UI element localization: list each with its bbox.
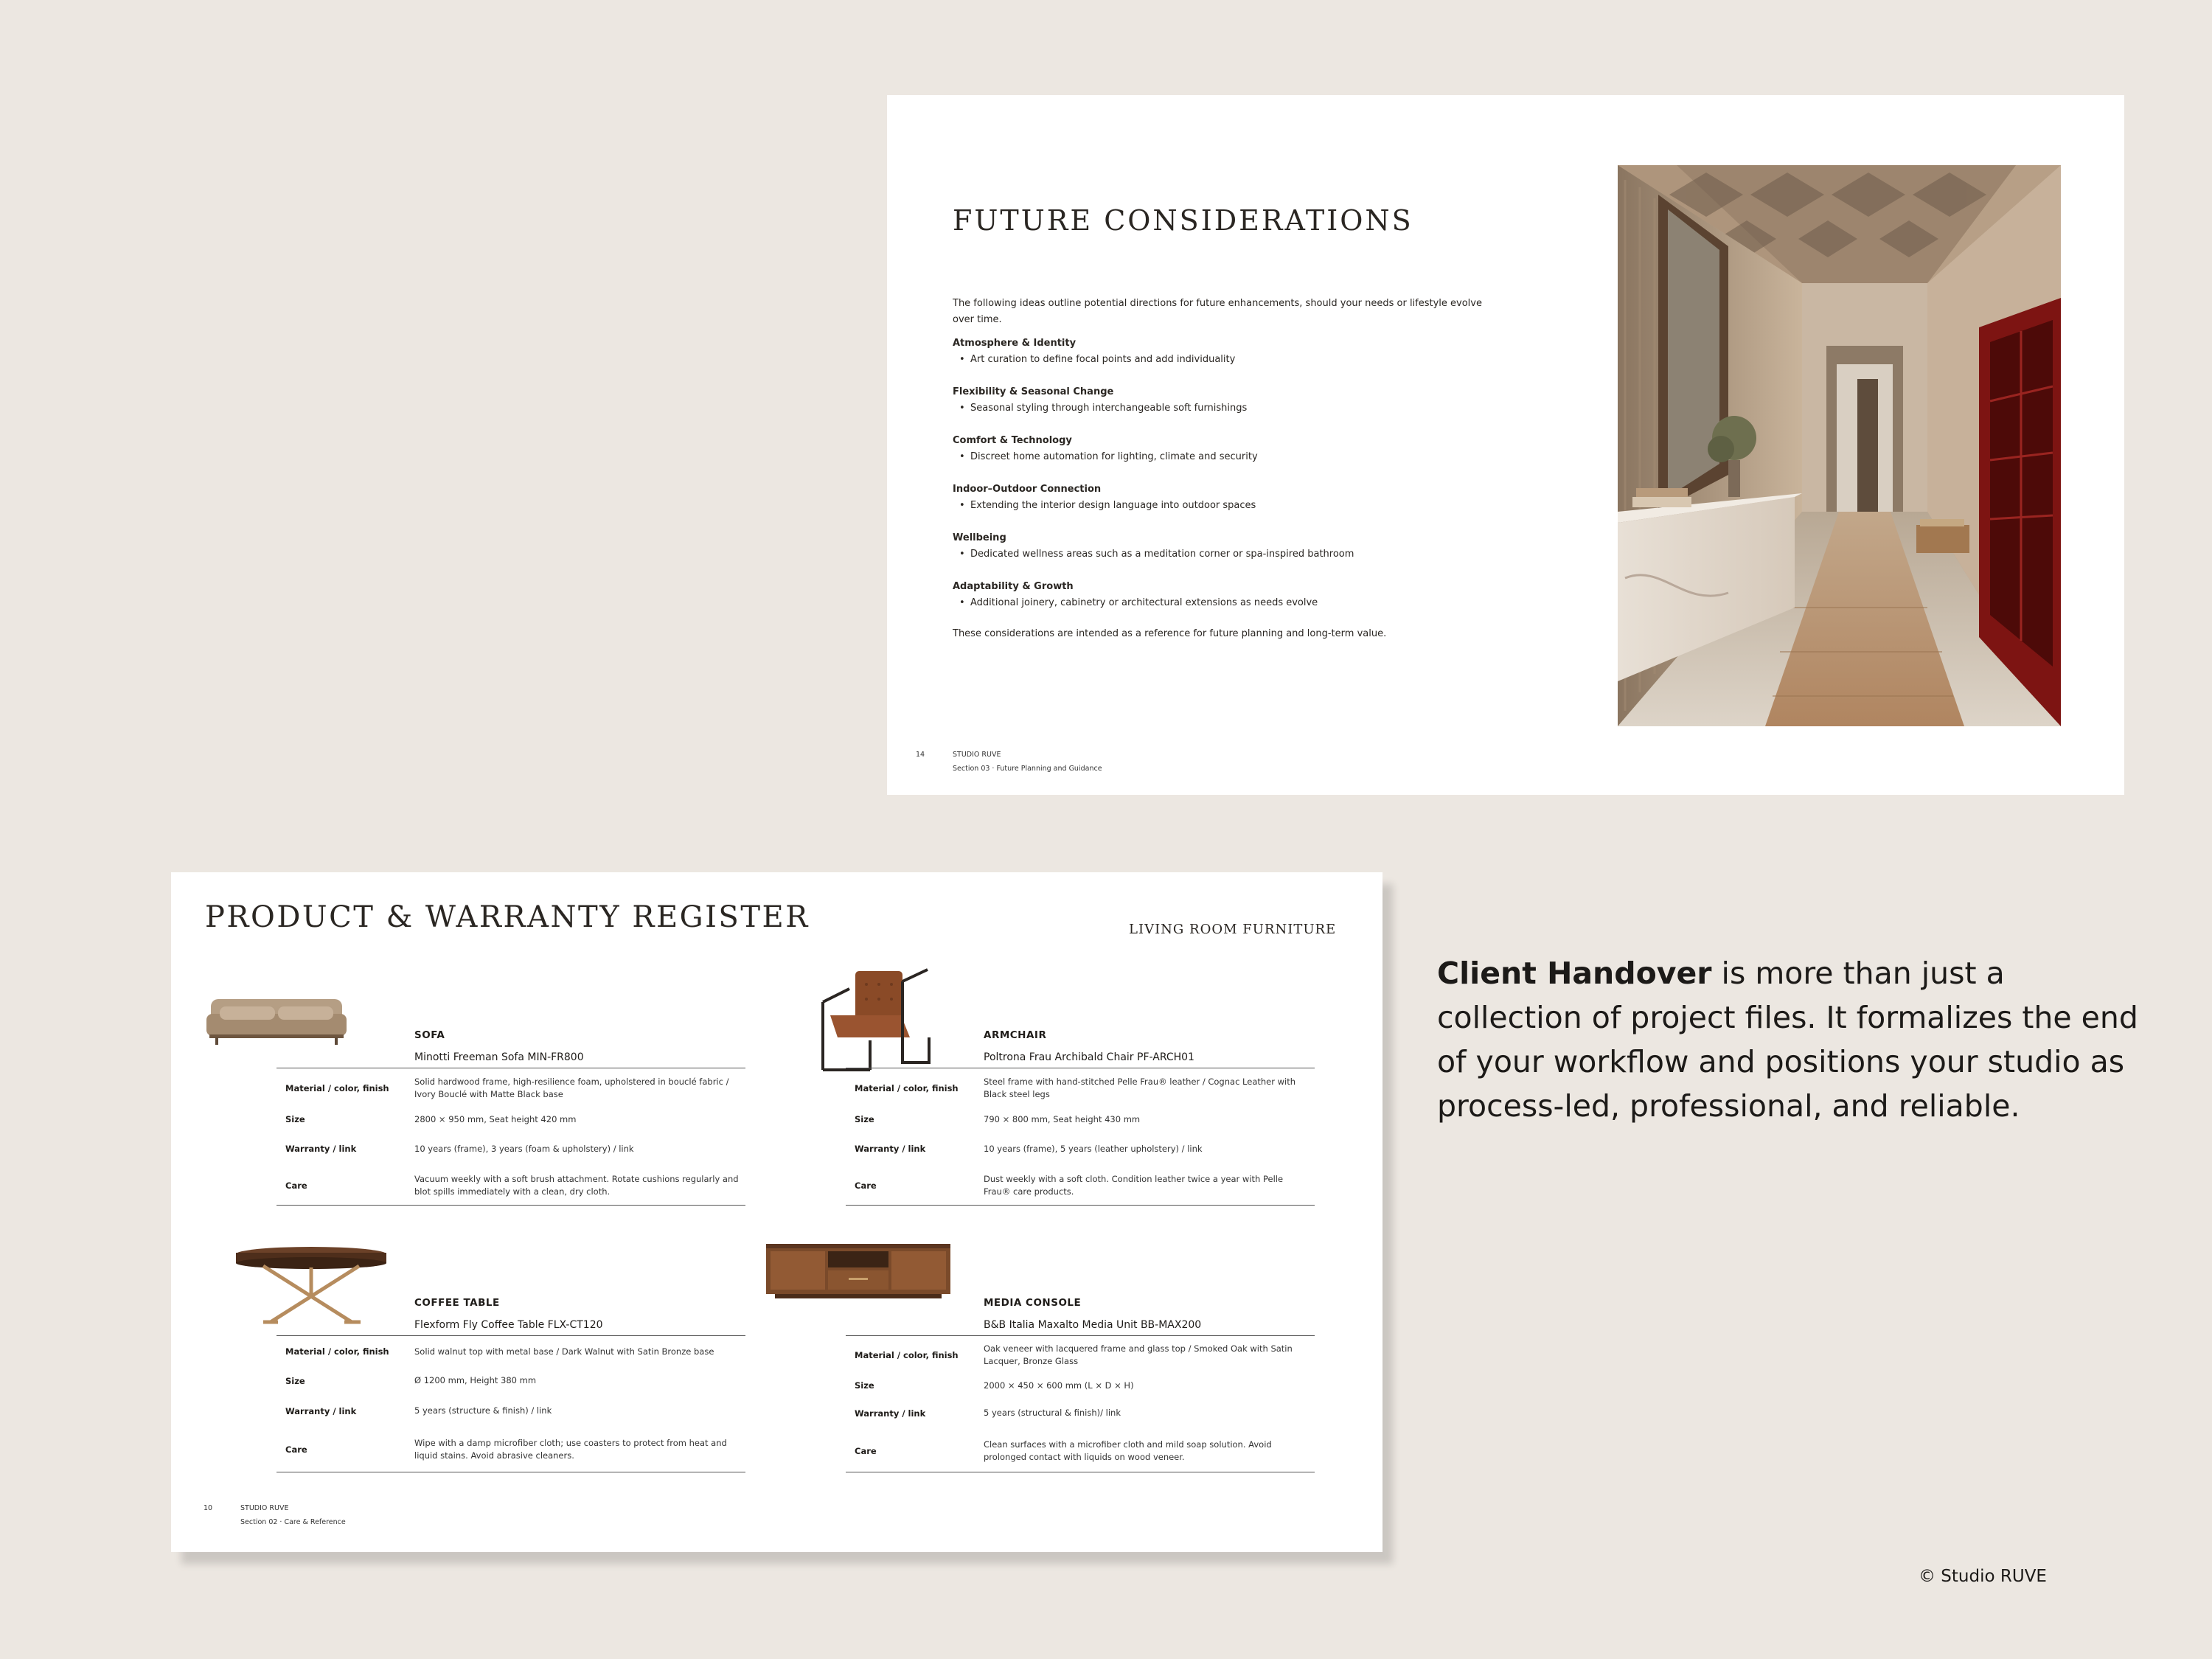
spec-label: Size xyxy=(855,1114,874,1124)
product-type: SOFA xyxy=(414,1029,445,1041)
consideration-group xyxy=(953,530,1498,563)
spec-row xyxy=(846,1068,1315,1107)
spec-label: Material / color, finish xyxy=(285,1346,389,1357)
consideration-heading: Wellbeing xyxy=(953,532,1006,543)
spec-label: Care xyxy=(285,1180,307,1191)
consideration-heading: Atmosphere & Identity xyxy=(953,338,1077,349)
consideration-item: • Dedicated wellness areas such as a meditation corner or spa-inspired bathroom xyxy=(953,546,1498,563)
consideration-heading: Indoor–Outdoor Connection xyxy=(953,484,1102,495)
spec-row xyxy=(276,1367,745,1394)
spec-label: Size xyxy=(285,1114,305,1124)
consideration-item: • Extending the interior design language into outdoor spaces xyxy=(953,498,1498,514)
spec-row xyxy=(846,1336,1315,1374)
consideration-group xyxy=(953,433,1498,465)
spec-label: Size xyxy=(855,1380,874,1391)
coffee-table-image xyxy=(234,1245,389,1329)
handover-text: is more than just a collection of project files. It formalizes the end of your workflow and positions your studio as process-led, professional, and reliable. xyxy=(1437,956,2138,1124)
spec-row xyxy=(276,1336,745,1367)
consideration-heading: Flexibility & Seasonal Change xyxy=(953,386,1114,397)
handover-description xyxy=(1437,951,2145,1128)
spec-value: 10 years (frame), 5 years (leather upholstery) / link xyxy=(984,1143,1203,1154)
handover-bold: Client Handover xyxy=(1437,956,1712,991)
spec-label: Material / color, finish xyxy=(855,1082,959,1093)
consideration-item: • Additional joinery, cabinetry or architectural extensions as needs evolve xyxy=(953,595,1498,611)
spec-label: Material / color, finish xyxy=(285,1082,389,1093)
page-number: 14 xyxy=(916,751,925,759)
product-type: ARMCHAIR xyxy=(984,1029,1047,1041)
spec-value: Dust weekly with a soft cloth. Condition leather twice a year with Pelle Frau® care products. xyxy=(984,1174,1284,1197)
spec-row xyxy=(276,1131,745,1166)
spec-value: 2800 × 950 mm, Seat height 420 mm xyxy=(414,1113,577,1124)
consideration-heading: Comfort & Technology xyxy=(953,435,1072,446)
spec-value: Oak veneer with lacquered frame and glass top / Smoked Oak with Satin Lacquer, Bronze Glass xyxy=(984,1343,1293,1366)
consideration-item: • Seasonal styling through interchangeable soft furnishings xyxy=(953,400,1498,417)
spec-table xyxy=(846,1335,1315,1472)
spec-label: Care xyxy=(285,1444,307,1455)
spec-value: Solid hardwood frame, high-resilience foam, upholstered in bouclé fabric / Ivory Bouclé with Matte Black base xyxy=(414,1076,729,1099)
future-page-body xyxy=(953,296,1498,642)
footer-brand: STUDIO RUVE xyxy=(953,751,1001,759)
future-intro: The following ideas outline potential directions for future enhancements, should your needs or lifestyle evolve over time. xyxy=(953,298,1482,325)
spec-row xyxy=(276,1394,745,1427)
spec-row xyxy=(276,1166,745,1205)
spec-row xyxy=(846,1430,1315,1472)
media-console-image xyxy=(766,1244,950,1306)
spec-value: 2000 × 450 × 600 mm (L × D × H) xyxy=(984,1380,1134,1391)
consideration-group xyxy=(953,579,1498,611)
future-outro: These considerations are intended as a reference for future planning and long-term value. xyxy=(953,628,1387,639)
consideration-item: • Discreet home automation for lighting, climate and security xyxy=(953,449,1498,465)
spec-row xyxy=(846,1397,1315,1430)
future-considerations-page xyxy=(887,95,2124,795)
armchair-image xyxy=(820,967,938,1080)
spec-label: Material / color, finish xyxy=(855,1350,959,1360)
product-warranty-register-page xyxy=(171,872,1382,1552)
spec-table xyxy=(846,1068,1315,1206)
spec-value: Ø 1200 mm, Height 380 mm xyxy=(414,1375,537,1385)
footer-brand: STUDIO RUVE xyxy=(240,1504,289,1512)
spec-label: Warranty / link xyxy=(285,1144,357,1154)
product-type: MEDIA CONSOLE xyxy=(984,1297,1082,1309)
consideration-item: • Art curation to define focal points and add individuality xyxy=(953,352,1498,368)
footer-section: Section 03 · Future Planning and Guidance xyxy=(953,765,1102,773)
product-name: B&B Italia Maxalto Media Unit BB-MAX200 xyxy=(984,1319,1202,1331)
spec-row xyxy=(276,1107,745,1131)
consideration-group xyxy=(953,481,1498,514)
spec-value: Wipe with a damp microfiber cloth; use coasters to protect from heat and liquid stains. Avoid abrasive cleaners. xyxy=(414,1438,727,1461)
spec-value: 10 years (frame), 3 years (foam & upholstery) / link xyxy=(414,1143,634,1154)
spec-value: 5 years (structural & finish)/ link xyxy=(984,1408,1121,1418)
spec-value: 5 years (structure & finish) / link xyxy=(414,1405,552,1416)
page-number: 10 xyxy=(204,1504,213,1512)
spec-table xyxy=(276,1068,745,1206)
spec-table xyxy=(276,1335,745,1472)
product-name: Poltrona Frau Archibald Chair PF-ARCH01 xyxy=(984,1051,1194,1063)
product-name: Flexform Fly Coffee Table FLX-CT120 xyxy=(414,1319,603,1331)
spec-label: Care xyxy=(855,1445,877,1456)
spec-label: Size xyxy=(285,1375,305,1386)
spec-value: Solid walnut top with metal base / Dark Walnut with Satin Bronze base xyxy=(414,1346,714,1357)
spec-row xyxy=(846,1166,1315,1205)
spec-value: Steel frame with hand-stitched Pelle Frau® leather / Cognac Leather with Black steel legs xyxy=(984,1076,1296,1099)
spec-label: Warranty / link xyxy=(285,1405,357,1416)
spec-value: Clean surfaces with a microfiber cloth and mild soap solution. Avoid prolonged contact with liquids on wood veneer. xyxy=(984,1439,1272,1462)
hallway-photo xyxy=(1618,165,2061,726)
product-name: Minotti Freeman Sofa MIN-FR800 xyxy=(414,1051,584,1063)
copyright: © Studio RUVE xyxy=(1919,1567,2047,1586)
consideration-group xyxy=(953,384,1498,417)
register-category: LIVING ROOM FURNITURE xyxy=(1129,922,1337,937)
register-page-title: PRODUCT & WARRANTY REGISTER xyxy=(205,900,810,934)
product-type: COFFEE TABLE xyxy=(414,1297,500,1309)
footer-section: Section 02 · Care & Reference xyxy=(240,1518,346,1526)
consideration-heading: Adaptability & Growth xyxy=(953,581,1074,592)
spec-row xyxy=(846,1107,1315,1131)
spec-row xyxy=(276,1427,745,1472)
consideration-group xyxy=(953,335,1498,368)
spec-label: Warranty / link xyxy=(855,1144,926,1154)
spec-row xyxy=(846,1374,1315,1397)
spec-label: Warranty / link xyxy=(855,1408,926,1419)
spec-row xyxy=(846,1131,1315,1166)
spec-label: Care xyxy=(855,1180,877,1191)
future-page-title: FUTURE CONSIDERATIONS xyxy=(953,204,1413,237)
sofa-image xyxy=(206,989,347,1051)
spec-value: Vacuum weekly with a soft brush attachment. Rotate cushions regularly and blot spills immediately with a clean, dry cloth. xyxy=(414,1174,739,1197)
spec-value: 790 × 800 mm, Seat height 430 mm xyxy=(984,1113,1141,1124)
spec-row xyxy=(276,1068,745,1107)
